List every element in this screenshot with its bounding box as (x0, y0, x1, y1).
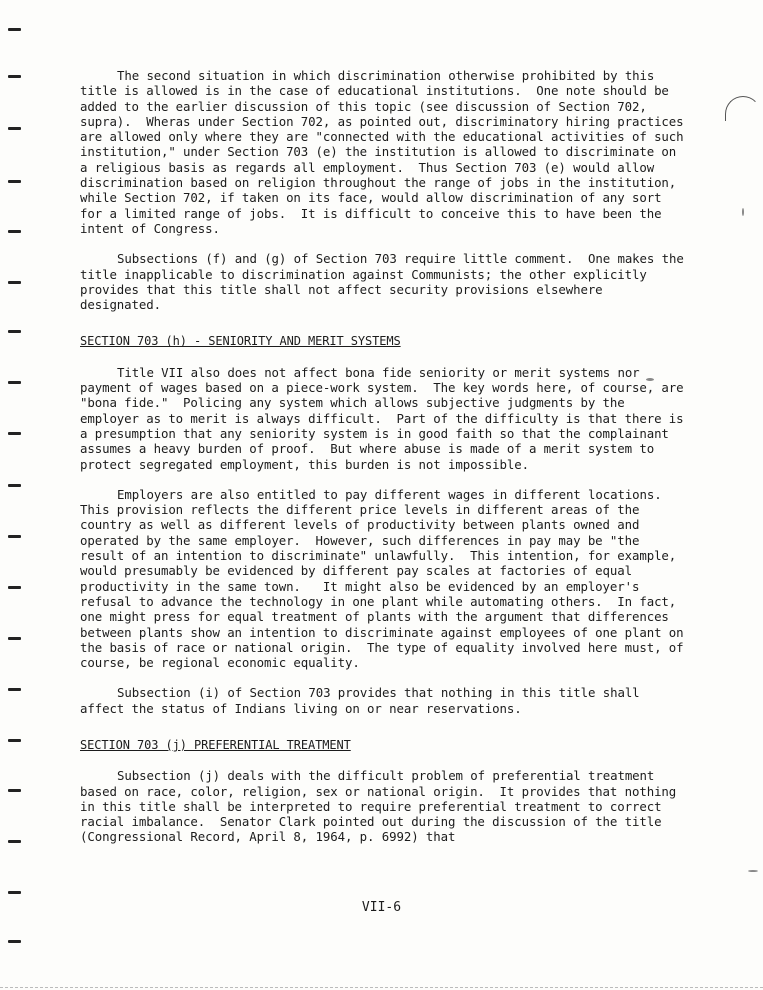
margin-mark (8, 535, 21, 538)
paragraph: Subsection (i) of Section 703 provides that nothing in this title shall affect the status of Indians living on or near reservations. (80, 685, 647, 716)
paragraph: Title VII also does not affect bona fide seniority or merit systems nor payment of wages based on a piece-work system. The key words here, of course, are "bona fide." Policing any system which allows subjective judgments by the employer as to merit is always difficult. Part of the difficulty is that there is a presumption that any seniority system is in good faith so that the complainant assumes a heavy burden of proof. But where abuse is made of a merit system to protect segregated employment, this burden is not impossible. (80, 364, 691, 472)
paragraph: The second situation in which discrimination otherwise prohibited by this title is allowed is in the case of educational institutions. One note should be added to the earlier discussion of this topic (see discussion of Section 702, supra). Wheras under Section 702, as pointed out, discriminatory hiring practices are allowed only where they are "connected with the educational activities of such institution," under Section 703 (e) the institution is allowed to discriminate on a religious basis as regards all employment. Thus Section 703 (e) would allow discrimination based on religion throughout the range of jobs in the institution, while Section 702, if taken on its face, would allow discrimination of any sort for a limited range of jobs. It is difficult to conceive this to have been the intent of Congress. (80, 68, 691, 236)
margin-mark (8, 281, 21, 284)
scan-edge (0, 987, 763, 989)
margin-mark (8, 688, 21, 691)
page-number: VII-6 (361, 900, 402, 915)
scan-artifact-arc (725, 96, 761, 121)
paragraph: Subsections (f) and (g) of Section 703 require little comment. One makes the title inapplicable to discrimination against Communists; the other explicitly provides that this title shall not affect security provisions elsewhere designated. (80, 251, 692, 313)
margin-mark (8, 28, 21, 31)
margin-mark (8, 127, 21, 130)
section-heading: SECTION 703 (h) - SENIORITY AND MERIT SYSTEMS (80, 334, 401, 349)
margin-mark (8, 789, 21, 792)
margin-mark (8, 840, 21, 843)
paragraph: Subsection (j) deals with the difficult problem of preferential treatment based on race, color, religion, sex or national origin. It provides that nothing in this title shall be interpreted to require preferential treatment to correct racial imbalance. Senator Clark pointed out during the discussion of the title (Congressional Record, April 8, 1964, p. 6992) that (80, 768, 684, 845)
section-heading: SECTION 703 (j) PREFERENTIAL TREATMENT (80, 737, 351, 752)
margin-mark (8, 75, 21, 78)
scan-speck (748, 870, 758, 872)
margin-mark (8, 586, 21, 589)
scan-speck (742, 208, 744, 216)
margin-mark (8, 230, 21, 233)
margin-mark (8, 891, 21, 894)
margin-mark (8, 637, 21, 640)
margin-mark (8, 180, 21, 183)
margin-mark (8, 330, 21, 333)
margin-mark (8, 940, 21, 943)
paragraph: Employers are also entitled to pay different wages in different locations. This provision reflects the different price levels in different areas of the country as well as different levels of productivity between plants owned and operated by the same employer. However, such differences in pay may be "the result of an intention to discriminate" unlawfully. This intention, for example, would presumably be evidenced by different pay scales at factories of equal productivity in the same town. It might also be evidenced by an employer's refusal to advance the technology in one plant while automating others. In fact, one might press for equal treatment of plants with the argument that differences between plants show an intention to discriminate against employees of one plant on the basis of race or national origin. The type of equality involved here must, of course, be regional economic equality. (80, 486, 691, 671)
body-text (80, 68, 690, 845)
margin-mark (8, 739, 21, 742)
margin-mark (8, 432, 21, 435)
margin-mark (8, 381, 21, 384)
margin-mark (8, 484, 21, 487)
